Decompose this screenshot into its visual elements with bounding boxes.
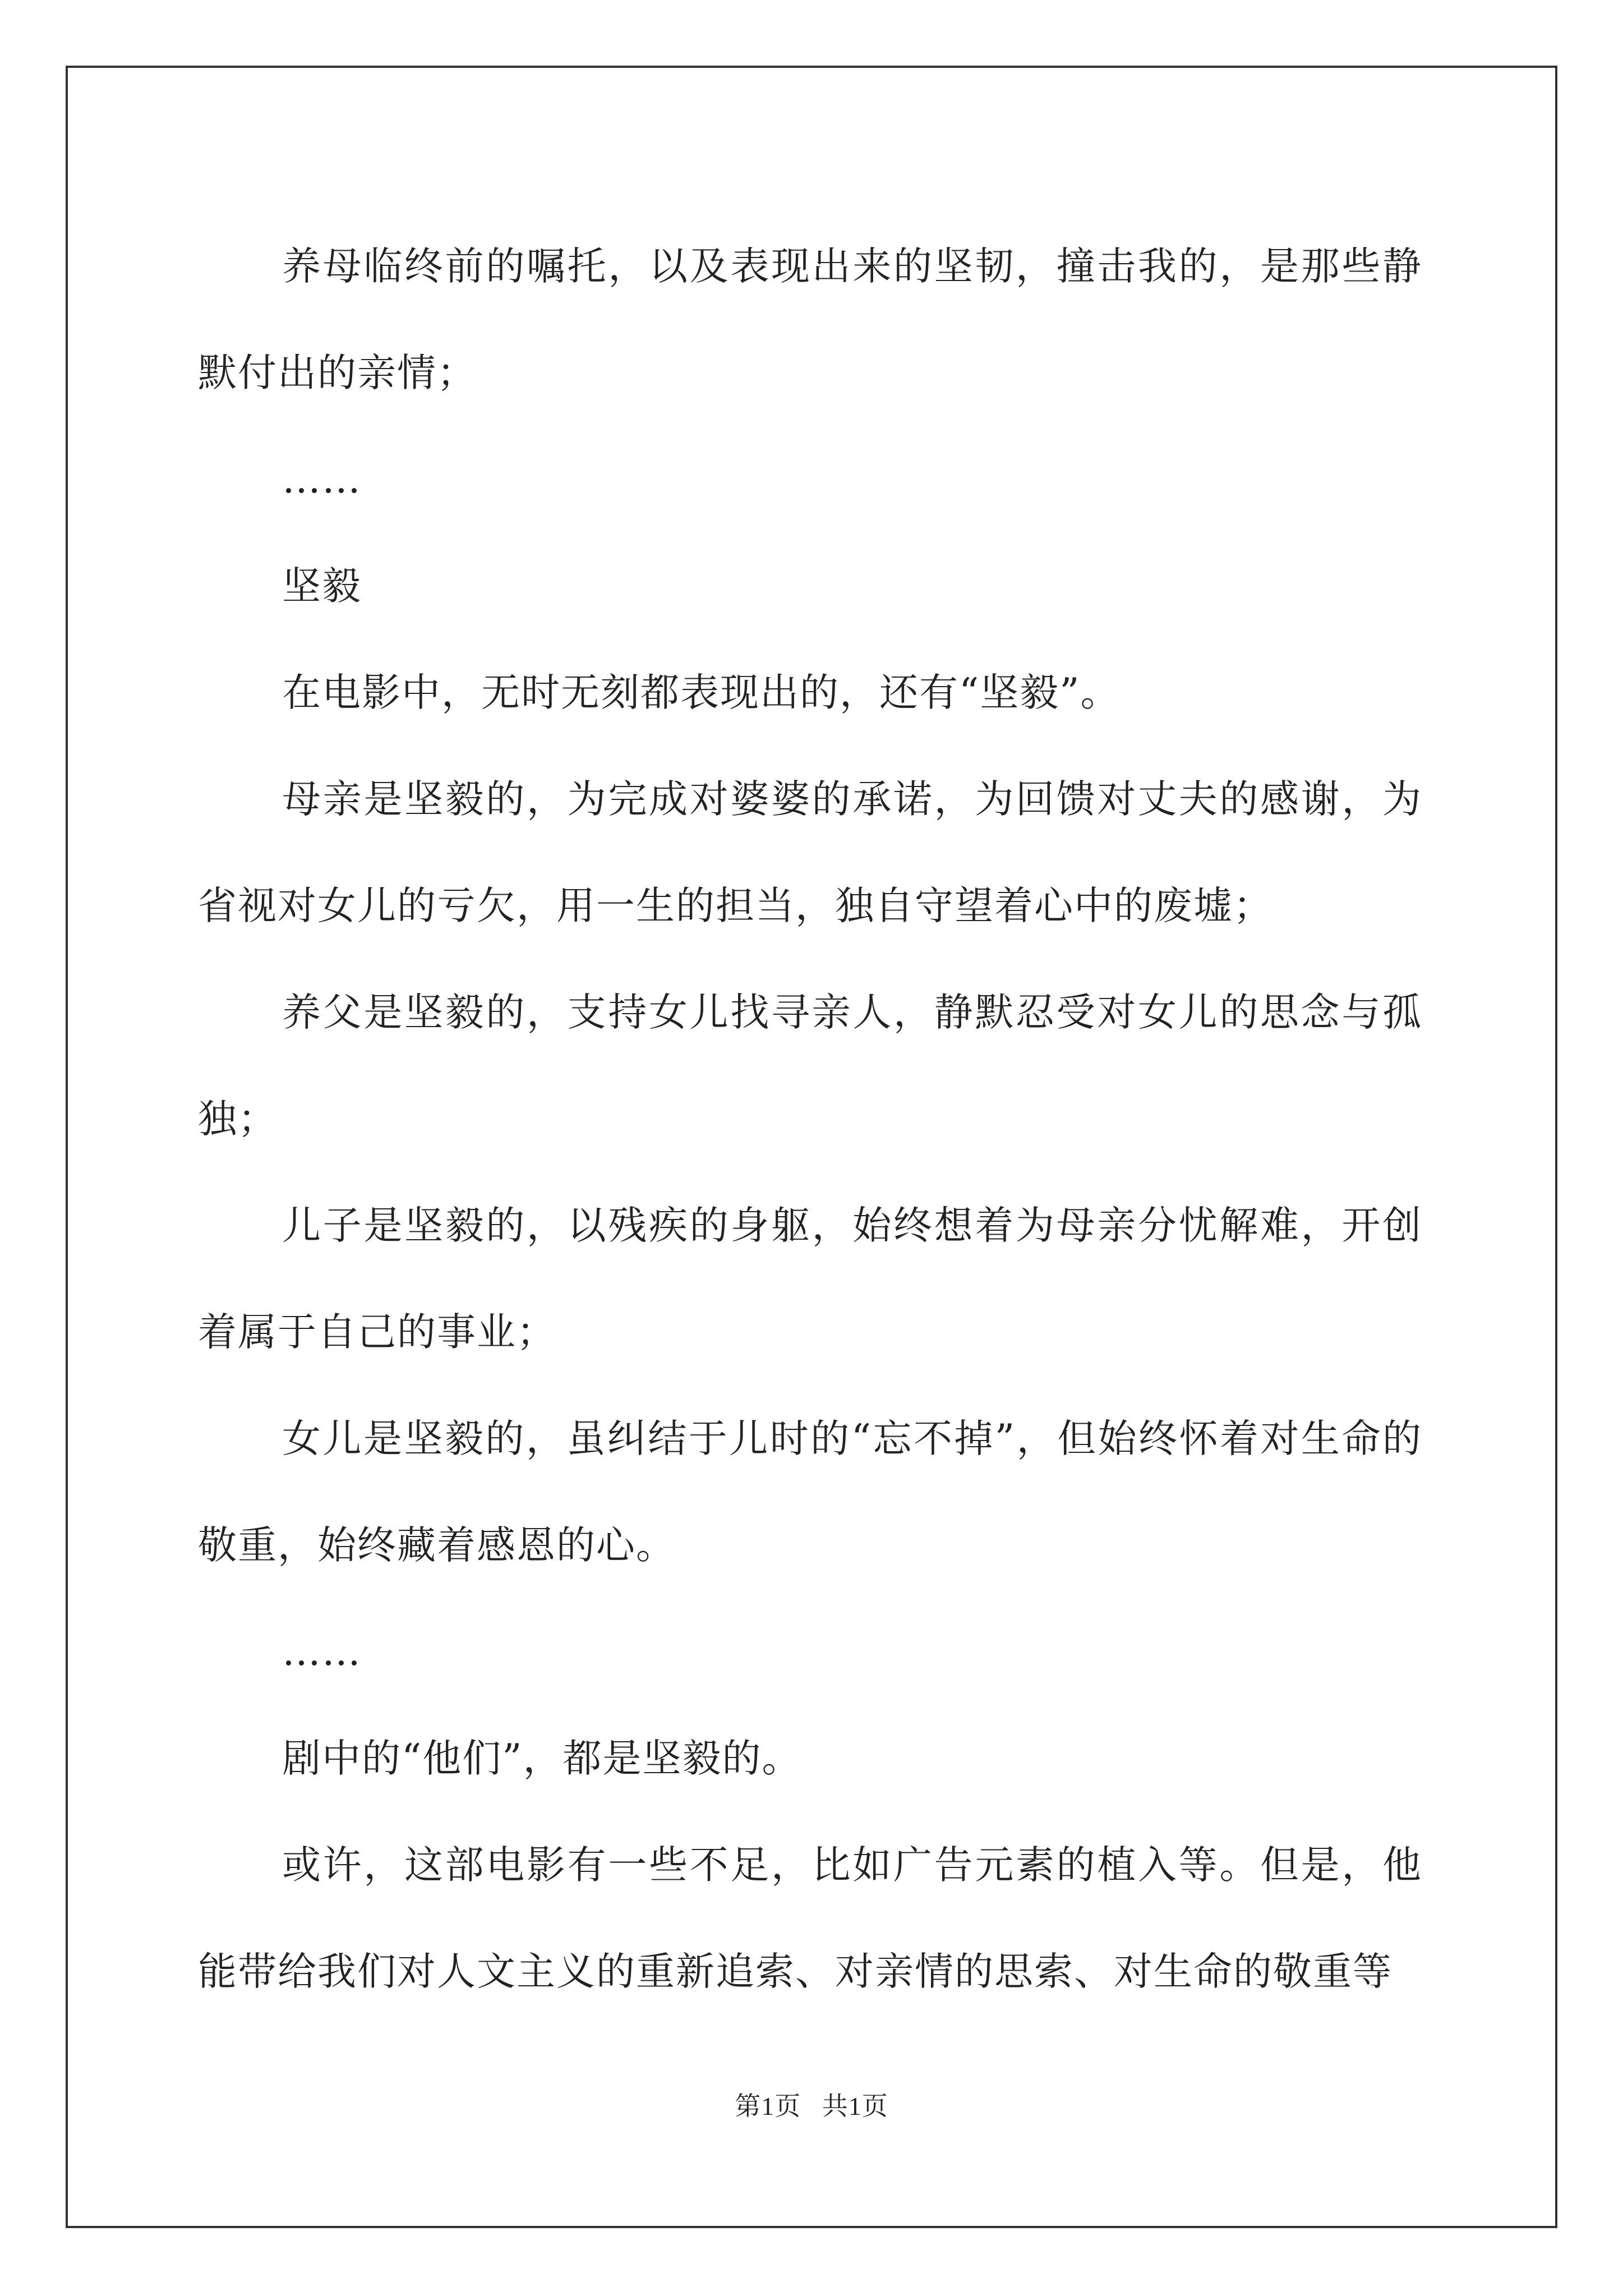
paragraph: 儿子是坚毅的，以残疾的身躯，始终想着为母亲分忧解难，开创着属于自己的事业； (198, 1203, 1422, 1355)
paragraph: 剧中的“他们”，都是坚毅的。 (282, 1736, 802, 1781)
ellipsis-paragraph: …… (282, 457, 362, 502)
ellipsis-paragraph: …… (282, 1630, 362, 1674)
paragraph: 母亲是坚毅的，为完成对婆婆的承诺，为回馈对丈夫的感谢，为省视对女儿的亏欠，用一生的担当，独自守望着心中的废墟； (198, 777, 1422, 928)
page-footer (0, 2086, 1623, 2123)
paragraph: 或许，这部电影有一些不足，比如广告元素的植入等。但是，他能带给我们对人文主义的重新追索、对亲情的思索、对生命的敬重等 (198, 1843, 1422, 1994)
paragraph: 养父是坚毅的，支持女儿找寻亲人，静默忍受对女儿的思念与孤独； (198, 990, 1422, 1142)
paragraph: 在电影中，无时无刻都表现出的，还有“坚毅”。 (282, 670, 1121, 715)
paragraph: 女儿是坚毅的，虽纠结于儿时的“忘不掉”，但始终怀着对生命的敬重，始终藏着感恩的心。 (198, 1416, 1422, 1568)
page-total: 共1页 (822, 2092, 888, 2120)
section-heading: 坚毅 (282, 564, 362, 609)
paragraph: 养母临终前的嘱托，以及表现出来的坚韧，撞击我的，是那些静默付出的亲情； (198, 244, 1422, 395)
document-body (198, 213, 1422, 2025)
footer-separator (801, 2092, 822, 2120)
page-number: 第1页 (735, 2092, 801, 2120)
